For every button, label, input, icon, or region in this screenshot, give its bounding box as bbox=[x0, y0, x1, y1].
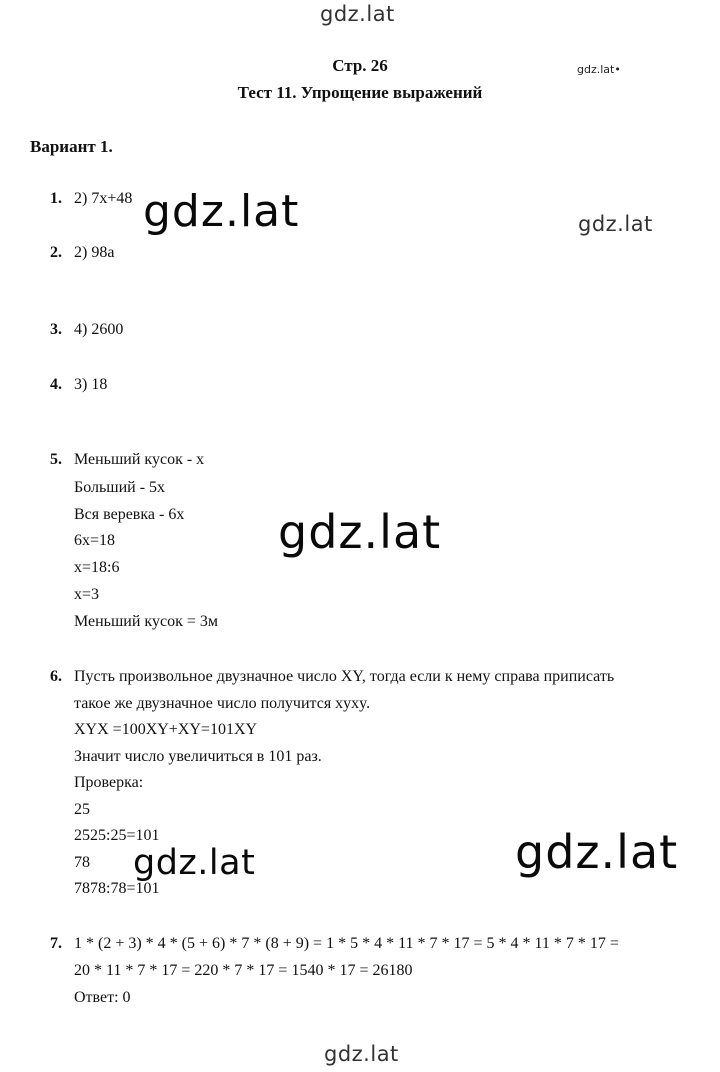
test-title: Тест 11. Упрощение выражений bbox=[237, 83, 483, 102]
answer-6-line-5: Проверка: bbox=[74, 774, 144, 791]
answer-6-line-6: 25 bbox=[74, 801, 90, 818]
answer-6-line-4: Значит число увеличиться в 101 раз. bbox=[74, 748, 322, 765]
watermark-middle: gdz.lat bbox=[278, 505, 442, 559]
answer-6-line-8: 78 bbox=[74, 854, 90, 871]
answer-1-line-1: 2) 7x+48 bbox=[74, 190, 133, 207]
answer-5-line-5: x=18:6 bbox=[74, 559, 120, 576]
watermark-item1: gdz.lat bbox=[143, 186, 300, 237]
answer-2-number: 2. bbox=[50, 244, 62, 261]
answer-5-line-6: x=3 bbox=[74, 586, 100, 603]
page-title: Стр. 26 bbox=[332, 56, 388, 75]
watermark-lower-left: gdz.lat bbox=[133, 843, 256, 883]
answer-5-line-4: 6x=18 bbox=[74, 532, 116, 549]
answer-6-line-9: 7878:78=101 bbox=[74, 880, 160, 897]
answer-7-line-2: 20 * 11 * 7 * 17 = 220 * 7 * 17 = 1540 * 17 = 26180 bbox=[74, 962, 413, 979]
answer-7-line-1: 1 * (2 + 3) * 4 * (5 + 6) * 7 * (8 + 9) = 1 * 5 * 4 * 11 * 7 * 17 = 5 * 4 * 11 * 7 * 17 = bbox=[74, 935, 619, 952]
watermark-right-upper: gdz.lat bbox=[578, 212, 653, 236]
answer-5-number: 5. bbox=[50, 451, 62, 468]
answer-6-line-2: такое же двузначное число получится xyxy. bbox=[74, 695, 371, 712]
answer-6-number: 6. bbox=[50, 668, 62, 685]
answer-4-number: 4. bbox=[50, 376, 62, 393]
answer-3-number: 3. bbox=[50, 321, 62, 338]
answer-3-line-1: 4) 2600 bbox=[74, 321, 124, 338]
answer-5-line-1: Меньший кусок - x bbox=[74, 451, 205, 468]
answer-4-line-1: 3) 18 bbox=[74, 376, 108, 393]
answer-6-line-3: XYX =100XY+XY=101XY bbox=[74, 721, 258, 738]
variant-heading: Вариант 1. bbox=[30, 137, 113, 156]
watermark-bottom: gdz.lat bbox=[324, 1042, 399, 1066]
answer-5-line-7: Меньший кусок = 3м bbox=[74, 613, 218, 630]
answer-7-line-3: Ответ: 0 bbox=[74, 989, 131, 1006]
answer-2-line-1: 2) 98a bbox=[74, 244, 115, 261]
answer-5-line-3: Вся веревка - 6x bbox=[74, 506, 185, 523]
answer-7-number: 7. bbox=[50, 935, 62, 952]
watermark-header-small: gdz.lat• bbox=[577, 63, 621, 76]
answer-1-number: 1. bbox=[50, 190, 62, 207]
watermark-lower-right: gdz.lat bbox=[515, 825, 679, 879]
answer-5-line-2: Больший - 5x bbox=[74, 479, 166, 496]
answer-6-line-7: 2525:25=101 bbox=[74, 827, 160, 844]
answer-6-line-1: Пусть произвольное двузначное число XY, тогда если к нему справа приписать bbox=[74, 668, 615, 685]
watermark-top: gdz.lat bbox=[320, 2, 395, 26]
